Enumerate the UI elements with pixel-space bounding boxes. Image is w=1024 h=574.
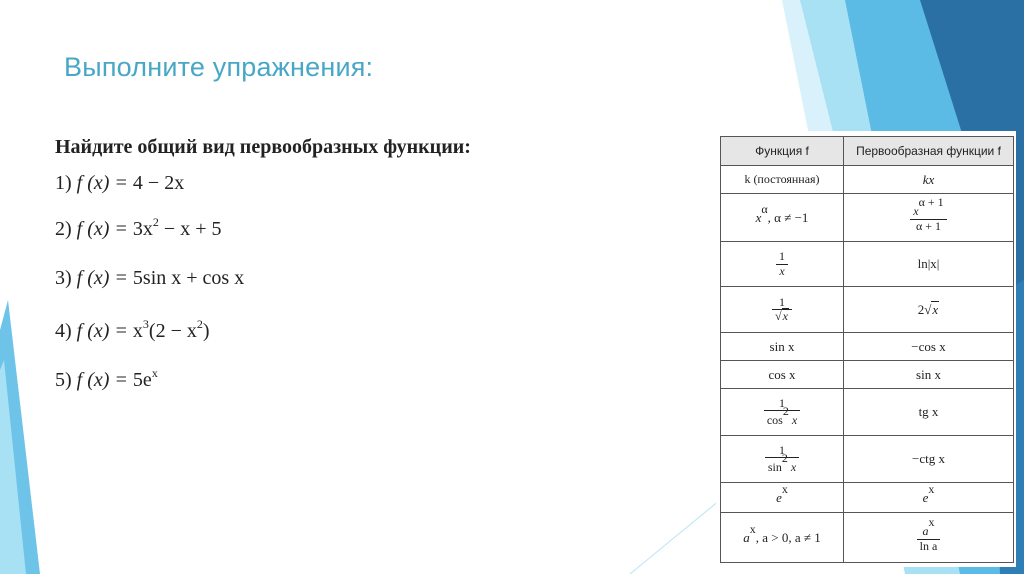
table-row	[721, 194, 1014, 242]
exponent: x	[151, 366, 158, 380]
table-row	[721, 389, 1014, 436]
numerator	[917, 515, 941, 539]
cell-function	[721, 194, 844, 242]
exercise-5	[55, 366, 158, 392]
exponent: x	[749, 522, 756, 536]
table-row	[721, 436, 1014, 483]
fraction	[917, 515, 941, 553]
exercise-rhs: 4 − 2x	[132, 172, 185, 194]
exercise-rhs-part: 3x	[132, 218, 153, 240]
numerator: 1	[772, 296, 792, 310]
exercise-rhs-part: )	[202, 320, 210, 342]
formula-base: e	[922, 490, 929, 505]
formula-rest: , a > 0, a ≠ 1	[755, 530, 821, 545]
exercise-rhs-part: (2 − x	[148, 320, 197, 342]
exercise-number: 1)	[55, 172, 72, 194]
radicand: x	[782, 309, 788, 323]
exercise-lhs: f (x) =	[76, 320, 128, 342]
cell-antiderivative	[844, 194, 1014, 242]
exponent: α	[761, 202, 768, 216]
cell-antiderivative	[844, 483, 1014, 513]
exercise-lhs: f (x) =	[76, 267, 128, 289]
slide-title: Выполните упражнения:	[64, 52, 374, 82]
exercise-2	[55, 215, 222, 241]
exercise-rhs-part: x	[132, 320, 143, 342]
exercise-number: 2)	[55, 218, 72, 240]
exponent: x	[781, 482, 788, 496]
exercise-rhs: 5sin x + cos x	[132, 267, 245, 289]
formula-base: x	[755, 210, 762, 225]
cell-function	[721, 389, 844, 436]
numerator: 1	[776, 250, 788, 264]
formula-base: a	[922, 524, 929, 539]
exercise-number: 5)	[55, 369, 72, 391]
cell-function: cos x	[721, 361, 844, 389]
formula-rest: , α ≠ −1	[767, 210, 809, 225]
column-header-antiderivative: Первообразная функции f	[844, 137, 1014, 166]
exercise-3	[55, 267, 244, 290]
deco-thin-line	[630, 500, 720, 574]
column-header-function: Функция f	[721, 137, 844, 166]
table-header-row	[721, 137, 1014, 166]
exponent: 2	[196, 317, 203, 331]
fraction	[765, 444, 799, 474]
exercise-lhs: f (x) =	[76, 218, 128, 240]
exercise-heading: Найдите общий вид первообразных функции:	[55, 136, 471, 158]
denominator: ln a	[919, 538, 938, 553]
cell-function: sin x	[721, 333, 844, 361]
coefficient: 2	[917, 301, 925, 317]
exercise-number: 4)	[55, 320, 72, 342]
cell-function	[721, 287, 844, 333]
fraction	[772, 296, 792, 323]
formula-rest: x	[787, 460, 797, 474]
antiderivative-table-panel	[716, 131, 1016, 567]
exponent: x	[928, 515, 935, 530]
exponent: x	[928, 482, 935, 496]
exercise-lhs: f (x) =	[76, 369, 128, 391]
table-row	[721, 513, 1014, 563]
cell-function: k (постоянная)	[721, 166, 844, 194]
cell-function	[721, 513, 844, 563]
exercise-number: 3)	[55, 267, 72, 289]
exercise-1	[55, 172, 184, 195]
cell-antiderivative	[844, 513, 1014, 563]
exercise-block	[55, 136, 655, 391]
fraction	[910, 195, 946, 233]
denominator: √x	[775, 309, 788, 323]
fraction	[776, 250, 788, 277]
exponent: 3	[142, 317, 149, 331]
numerator: 1	[764, 397, 800, 411]
table-row	[721, 361, 1014, 389]
exponent: α + 1	[918, 195, 944, 210]
antiderivative-table	[720, 136, 1014, 563]
numerator: 1	[765, 444, 799, 458]
cell-antiderivative: ln|x|	[844, 242, 1014, 287]
exponent: 2	[781, 451, 788, 465]
exercise-4	[55, 317, 210, 343]
formula: kx	[922, 171, 935, 187]
exercise-rhs-part: − x + 5	[158, 218, 222, 240]
formula-base: a	[743, 530, 750, 545]
formula-base: sin	[767, 460, 782, 474]
cell-antiderivative	[844, 166, 1014, 194]
cell-function	[721, 483, 844, 513]
formula-rest: x	[788, 413, 798, 427]
formula-base: cos	[766, 413, 783, 427]
radicand: x	[932, 301, 939, 317]
formula-base: e	[776, 490, 782, 505]
cell-antiderivative: −ctg x	[844, 436, 1014, 483]
table-row	[721, 166, 1014, 194]
table-row	[721, 287, 1014, 333]
cell-antiderivative: −cos x	[844, 333, 1014, 361]
cell-function	[721, 436, 844, 483]
exponent: 2	[782, 404, 789, 418]
exercise-rhs-part: 5e	[132, 369, 152, 391]
table-row	[721, 333, 1014, 361]
denominator	[764, 404, 800, 427]
exponent: 2	[152, 215, 159, 229]
fraction	[764, 397, 800, 427]
cell-antiderivative: tg x	[844, 389, 1014, 436]
table-row	[721, 242, 1014, 287]
denominator: x	[779, 263, 785, 278]
cell-function	[721, 242, 844, 287]
cell-antiderivative: sin x	[844, 361, 1014, 389]
exercise-lhs: f (x) =	[76, 172, 128, 194]
formula-base: x	[913, 204, 919, 219]
cell-antiderivative: 2√x	[844, 287, 1014, 333]
denominator	[765, 451, 799, 474]
denominator: α + 1	[915, 218, 942, 233]
numerator	[910, 195, 946, 219]
table-row	[721, 483, 1014, 513]
